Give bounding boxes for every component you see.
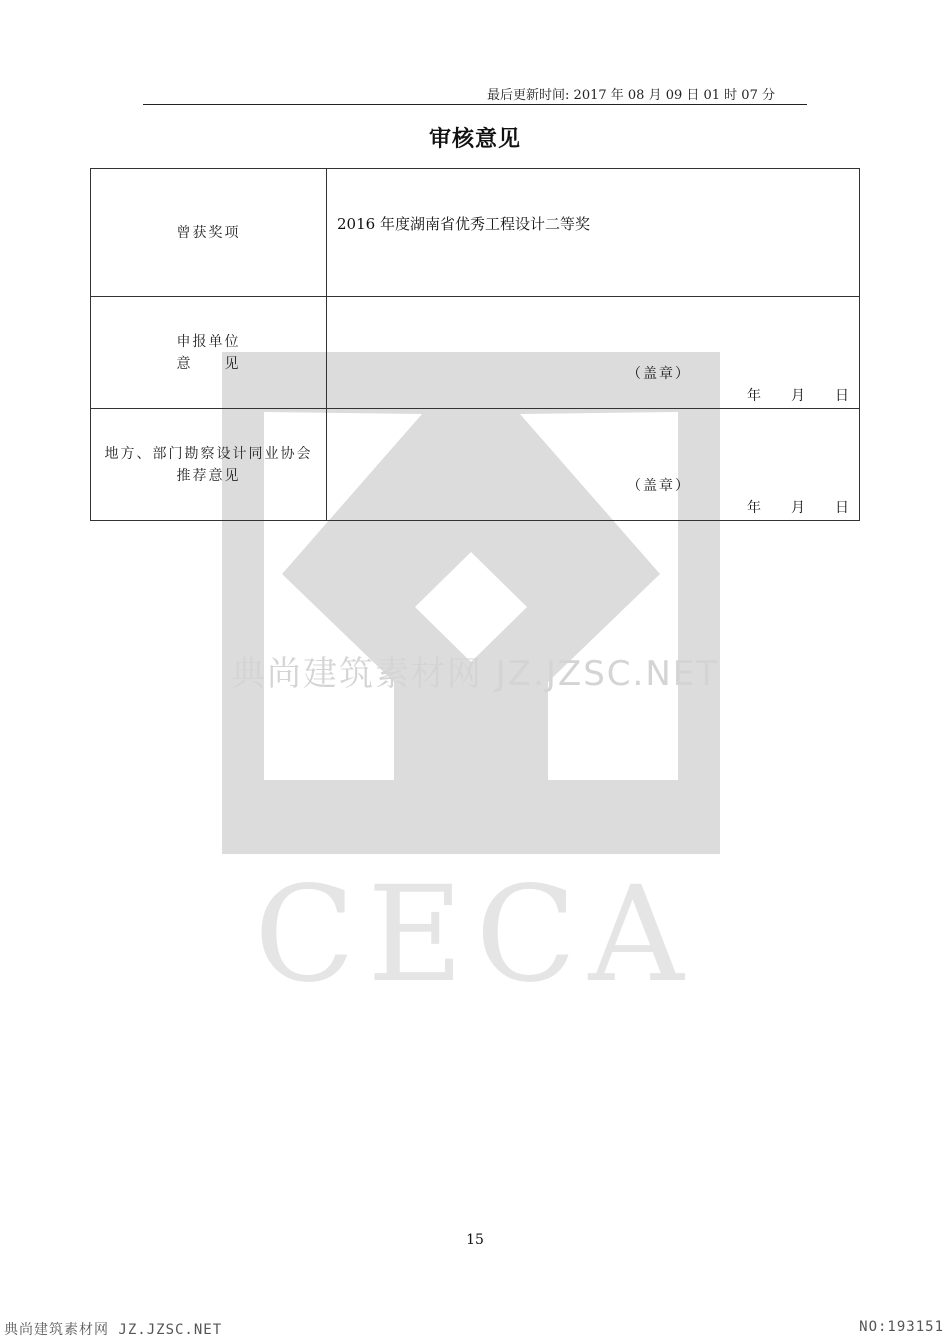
association-opinion-cell <box>327 409 860 521</box>
applicant-opinion-label-line1: 申报单位 <box>176 333 241 350</box>
seal-placeholder: （盖章） <box>627 366 691 382</box>
table-row <box>91 169 860 297</box>
footer-site-name: 典尚建筑素材网 JZ.JZSC.NET <box>4 1322 223 1338</box>
header-rule <box>143 104 807 105</box>
date-month-label: 月 <box>791 500 805 516</box>
awards-value: 2016 年度湖南省优秀工程设计二等奖 <box>337 215 590 233</box>
association-opinion-label-line1: 地方、部门勘察设计同业协会 <box>104 445 313 462</box>
awards-content-cell <box>327 169 860 297</box>
watermark-site-text: 典尚建筑素材网 JZ.JZSC.NET <box>230 654 720 694</box>
awards-label: 曾获奖项 <box>176 224 241 241</box>
seal-placeholder: （盖章） <box>627 478 691 494</box>
date-year-label: 年 <box>747 388 761 404</box>
page-title: 审核意见 <box>428 127 521 152</box>
date-month-label: 月 <box>791 388 805 404</box>
date-day-label: 日 <box>835 388 849 404</box>
table-row <box>91 409 860 521</box>
date-day-label: 日 <box>835 500 849 516</box>
applicant-opinion-label-cell <box>91 297 327 409</box>
association-opinion-label-cell <box>91 409 327 521</box>
applicant-opinion-label-line2: 意 见 <box>176 355 241 372</box>
applicant-opinion-cell <box>327 297 860 409</box>
date-line <box>747 385 849 405</box>
footer-document-number: NO:193151 <box>859 1319 944 1335</box>
last-updated-time: 最后更新时间: 2017 年 08 月 09 日 01 时 07 分 <box>487 88 775 103</box>
awards-label-cell <box>91 169 327 297</box>
date-year-label: 年 <box>747 500 761 516</box>
date-line <box>747 497 849 517</box>
table-row <box>91 297 860 409</box>
page-number: 15 <box>466 1232 484 1248</box>
association-opinion-label-line2: 推荐意见 <box>176 467 241 484</box>
watermark-ceca-letters: CECA <box>254 858 696 1012</box>
review-opinions-table <box>90 168 860 521</box>
